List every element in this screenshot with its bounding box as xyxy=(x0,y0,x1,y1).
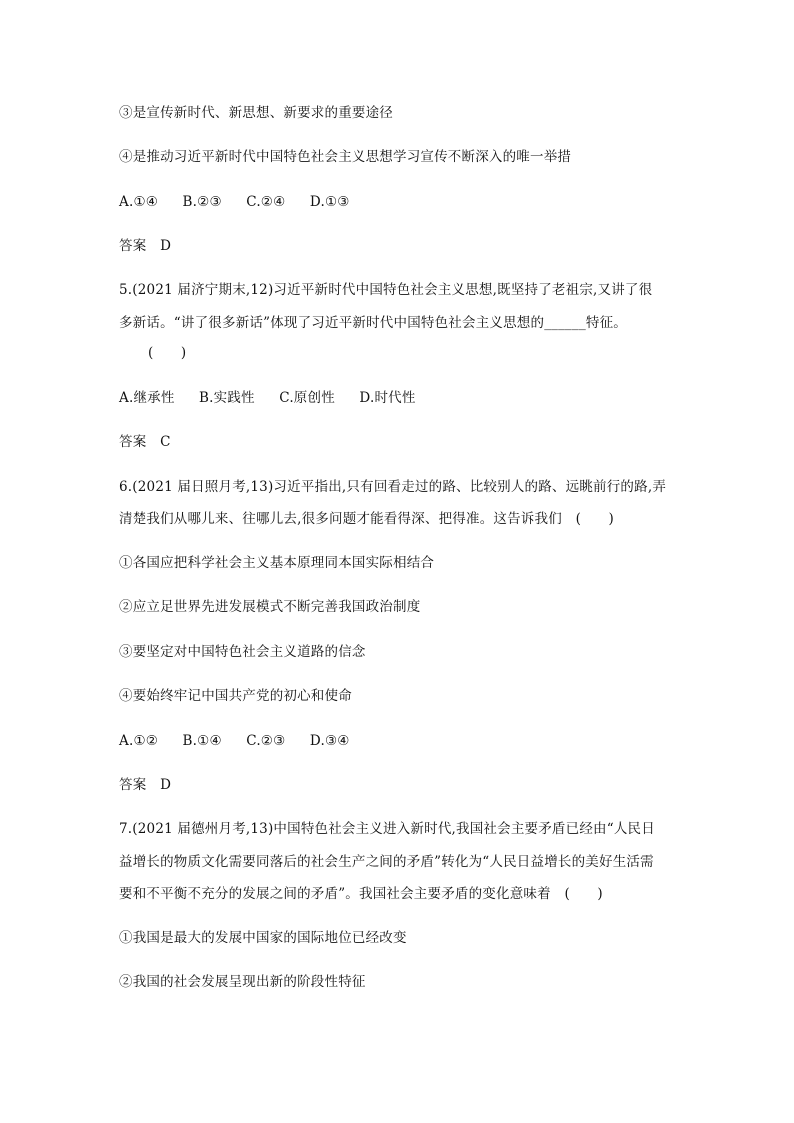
q6-stem-line-2: 清楚我们从哪儿来、往哪儿去,很多问题才能看得深、把得准。这告诉我们 ( ) xyxy=(119,511,614,527)
q5-options xyxy=(119,389,436,407)
q6-option-b: B.①④ xyxy=(182,733,222,749)
q4-option-c: C.②④ xyxy=(246,194,286,210)
q6-option-a: A.①② xyxy=(119,733,159,749)
q4-option-b: B.②③ xyxy=(182,194,222,210)
q4-statement-4: ④是推动习近平新时代中国特色社会主义思想学习宣传不断深入的唯一举措 xyxy=(119,149,572,165)
q5-option-c: C.原创性 xyxy=(279,390,335,406)
q5-answer: 答案 C xyxy=(119,434,171,450)
q6-option-c: C.②③ xyxy=(246,733,286,749)
q7-stem-line-3: 要和不平衡不充分的发展之间的矛盾”。我国社会主要矛盾的变化意味着 ( ) xyxy=(119,886,603,902)
q6-statement-3: ③要坚定对中国特色社会主义道路的信念 xyxy=(119,644,366,660)
q4-option-d: D.①③ xyxy=(309,194,350,210)
q5-option-a: A.继承性 xyxy=(119,390,175,406)
q6-statement-2: ②应立足世界先进发展模式不断完善我国政治制度 xyxy=(119,599,421,615)
q4-option-a: A.①④ xyxy=(119,194,159,210)
q4-options xyxy=(119,193,370,211)
q4-statement-3: ③是宣传新时代、新思想、新要求的重要途径 xyxy=(119,105,393,121)
q4-answer: 答案 D xyxy=(119,238,172,254)
q6-stem-line-1: 6.(2021 届日照月考,13)习近平指出,只有回看走过的路、比较别人的路、远眺前行的路,弄 xyxy=(119,479,667,495)
q6-option-d: D.③④ xyxy=(309,733,350,749)
q5-answer-bracket: ( ) xyxy=(148,345,187,361)
q6-statement-4: ④要始终牢记中国共产党的初心和使命 xyxy=(119,688,352,704)
q5-stem-line-2: 多新话。“讲了很多新话”体现了习近平新时代中国特色社会主义思想的______特征。 xyxy=(119,315,628,331)
q7-statement-1: ①我国是最大的发展中国家的国际地位已经改变 xyxy=(119,930,407,946)
q6-answer: 答案 D xyxy=(119,777,172,793)
q5-option-b: B.实践性 xyxy=(199,390,255,406)
q6-options xyxy=(119,732,370,750)
q7-statement-2: ②我国的社会发展呈现出新的阶段性特征 xyxy=(119,974,366,990)
q6-statement-1: ①各国应把科学社会主义基本原理同本国实际相结合 xyxy=(119,555,435,571)
q5-stem-line-1: 5.(2021 届济宁期末,12)习近平新时代中国特色社会主义思想,既坚持了老祖宗,又讲了很 xyxy=(119,282,653,298)
q7-stem-line-1: 7.(2021 届德州月考,13)中国特色社会主义进入新时代,我国社会主要矛盾已经由“人民日 xyxy=(119,821,655,837)
q7-stem-line-2: 益增长的物质文化需要同落后的社会生产之间的矛盾”转化为“人民日益增长的美好生活需 xyxy=(119,854,654,870)
q5-option-d: D.时代性 xyxy=(359,390,416,406)
